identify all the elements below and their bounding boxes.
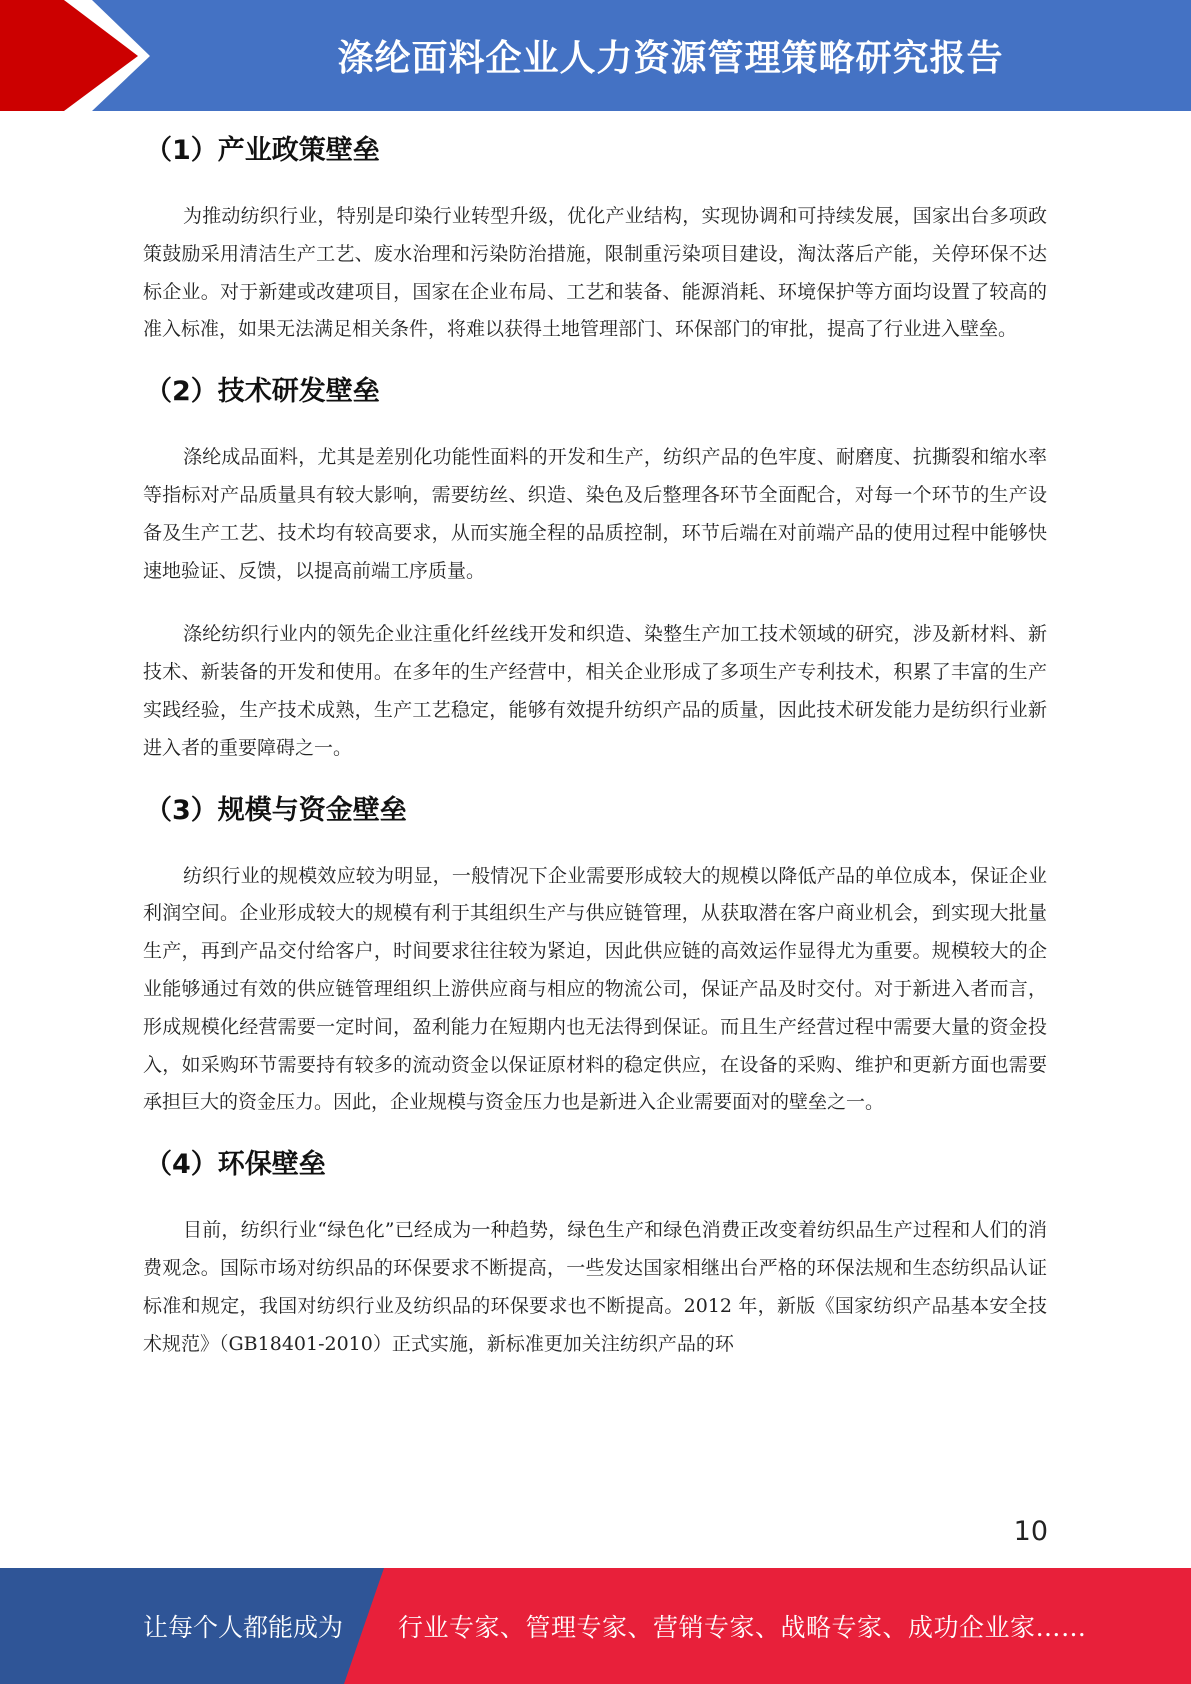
section-environmental [143, 1142, 1047, 1363]
section-heading: （1）产业政策壁垒 [145, 135, 380, 166]
footer-slogan-right: 行业专家、管理专家、营销专家、战略专家、成功企业家…… [398, 1613, 1087, 1642]
paragraph: 为推动纺织行业，特别是印染行业转型升级，优化产业结构，实现协调和可持续发展，国家出台多项政策鼓励采用清洁生产工艺、废水治理和污染防治措施，限制重污染项目建设，淘汰落后产能，关停环保不达标企业。对于新建或改建项目，国家在企业布局、工艺和装备、能源消耗、环境保护等方面均设置了较高的准入标准，如果无法满足相关条件，将难以获得土地管理部门、环保部门的审批，提高了行业进入壁垒。 [143, 205, 1047, 341]
report-title: 涤纶面料企业人力资源管理策略研究报告 [337, 38, 1004, 79]
section-heading: （4）环保壁垒 [145, 1149, 326, 1181]
section-industry-policy [143, 128, 1047, 349]
paragraph: 目前，纺织行业“绿色化”已经成为一种趋势，绿色生产和绿色消费正改变着纺织品生产过程和人们的消费观念。国际市场对纺织品的环保要求不断提高，一些发达国家相继出台严格的环保法规和生态纺织品认证标准和规定，我国对纺织行业及纺织品的环保要求也不断提高。2012 年，新版《国家纺织产品基本安全技术规范》（GB18401-2010）正式实施，新标准更加关注纺织产品的环 [143, 1219, 1047, 1355]
footer-slogan-left: 让每个人都能成为 [143, 1613, 344, 1642]
page-footer [0, 1568, 1191, 1684]
page-number: 10 [1013, 1516, 1048, 1547]
paragraph: 纺织行业的规模效应较为明显，一般情况下企业需要形成较大的规模以降低产品的单位成本，保证企业利润空间。企业形成较大的规模有利于其组织生产与供应链管理，从获取潜在客户商业机会，到实现大批量生产，再到产品交付给客户，时间要求往往较为紧迫，因此供应链的高效运作显得尤为重要。规模较大的企业能够通过有效的供应链管理组织上游供应商与相应的物流公司，保证产品及时交付。对于新进入者而言，形成规模化经营需要一定时间，盈利能力在短期内也无法得到保证。而且生产经营过程中需要大量的资金投入，如采购环节需要持有较多的流动资金以保证原材料的稳定供应，在设备的采购、维护和更新方面也需要承担巨大的资金压力。因此，企业规模与资金压力也是新进入企业需要面对的壁垒之一。 [143, 864, 1047, 1114]
section-heading: （3）规模与资金壁垒 [145, 794, 407, 826]
paragraph: 涤纶纺织行业内的领先企业注重化纤丝线开发和织造、染整生产加工技术领域的研究，涉及新材料、新技术、新装备的开发和使用。在多年的生产经营中，相关企业形成了多项生产专利技术，积累了丰富的生产实践经验，生产技术成熟，生产工艺稳定，能够有效提升纺织产品的质量，因此技术研发能力是纺织行业新进入者的重要障碍之一。 [143, 623, 1047, 759]
section-tech-rd [143, 369, 1047, 767]
main-content [143, 128, 1047, 1363]
section-scale-capital [143, 788, 1047, 1123]
page-header [0, 0, 1191, 111]
section-heading: （2）技术研发壁垒 [145, 376, 380, 408]
paragraph: 涤纶成品面料，尤其是差别化功能性面料的开发和生产，纺织产品的色牢度、耐磨度、抗撕裂和缩水率等指标对产品质量具有较大影响，需要纺丝、织造、染色及后整理各环节全面配合，对每一个环节的生产设备及生产工艺、技术均有较高要求，从而实施全程的品质控制，环节后端在对前端产品的使用过程中能够快速地验证、反馈，以提高前端工序质量。 [143, 446, 1047, 582]
